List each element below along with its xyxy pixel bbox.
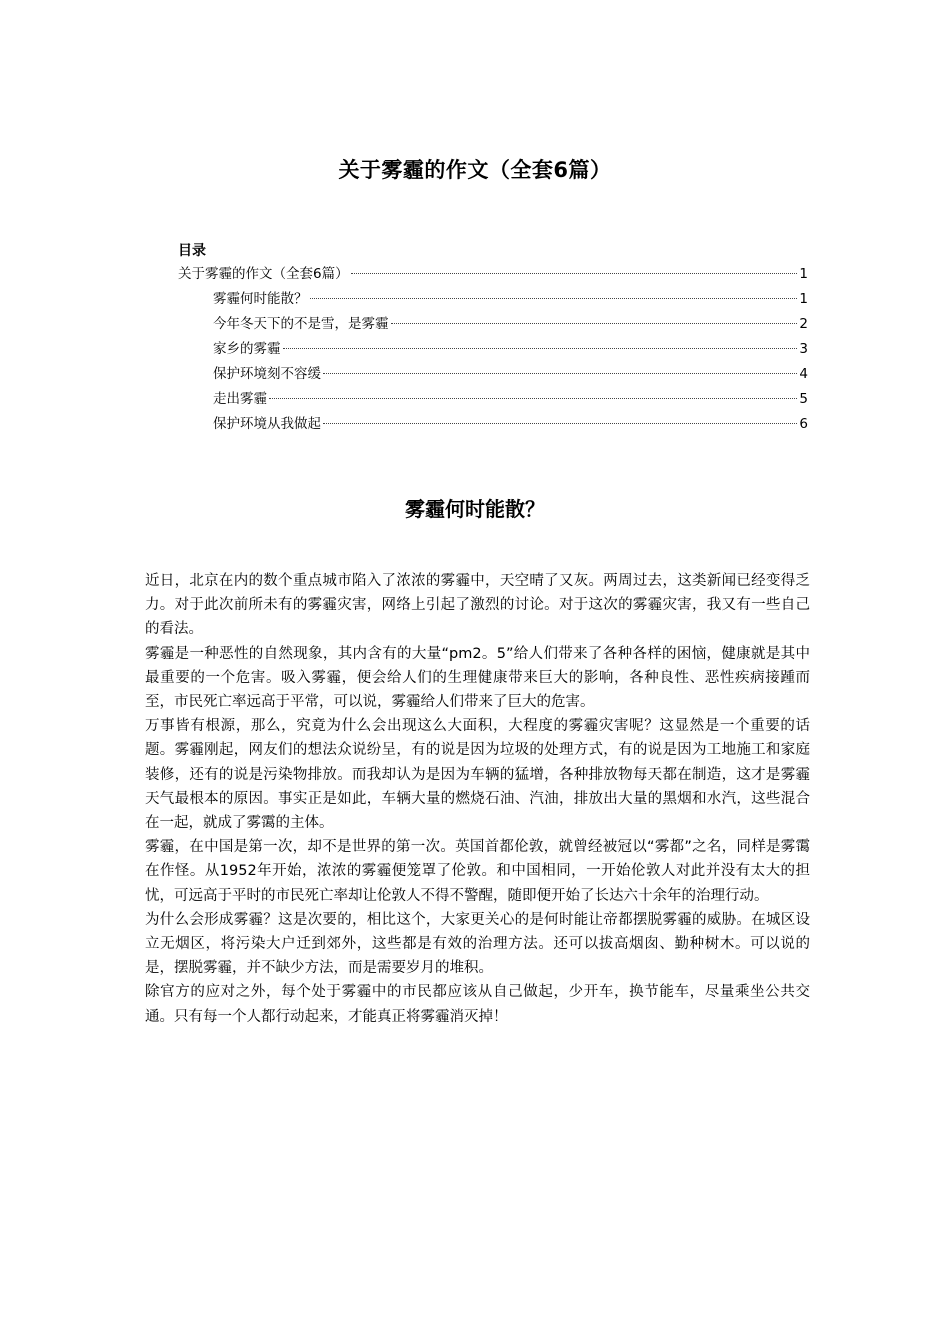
document-title: 关于雾霾的作文（全套6篇） xyxy=(338,158,612,182)
body-paragraph: 雾霾是一种恶性的自然现象，其内含有的大量“pm2。5”给人们带来了各种各样的困恼，健康就是其中最重要的一个危害。吸入雾霾，便会给人们的生理健康带来巨大的影响，各种良性、恶性疾病接踵而至，市民死亡率远高于平常，可以说，雾霾给人们带来了巨大的危害。 xyxy=(145,645,810,711)
toc-dot-leader xyxy=(323,423,797,424)
toc-entry-text: 保护环境从我做起 xyxy=(213,416,321,432)
toc-entry-text: 雾霾何时能散？ xyxy=(213,291,308,307)
toc-entry-text: 保护环境刻不容缓 xyxy=(213,366,321,382)
toc-entry-page: 2 xyxy=(799,316,808,332)
toc-dot-leader xyxy=(310,298,798,299)
toc-dot-leader xyxy=(323,373,797,374)
toc-entry-page: 6 xyxy=(799,416,808,432)
toc-entry-page: 1 xyxy=(799,291,808,307)
body-paragraph: 为什么会形成雾霾？这是次要的，相比这个，大家更关心的是何时能让帝都摆脱雾霾的威胁。在城区设立无烟区，将污染大户迁到郊外，这些都是有效的治理方法。还可以拔高烟囱、勤种树木。可以说的是，摆脱雾霾，并不缺少方法，而是需要岁月的堆积。 xyxy=(145,911,810,977)
body-paragraph: 雾霾，在中国是第一次，却不是世界的第一次。英国首都伦敦，就曾经被冠以“雾都”之名，同样是雾霭在作怪。从1952年开始，浓浓的雾霾便笼罩了伦敦。和中国相同，一开始伦敦人对此并没有太大的担忧，可远高于平时的市民死亡率却让伦敦人不得不警醒，随即便开始了长达六十余年的治理行动。 xyxy=(145,839,810,904)
body-paragraph: 除官方的应对之外，每个处于雾霾中的市民都应该从自己做起，少开车，换节能车，尽量乘坐公共交通。只有每一个人都行动起来，才能真正将雾霾消灭掉！ xyxy=(145,984,810,1025)
table-of-contents xyxy=(178,262,808,437)
toc-dot-leader xyxy=(391,323,798,324)
section-title: 雾霾何时能散？ xyxy=(405,497,545,521)
toc-entry-essay-1[interactable] xyxy=(178,287,808,312)
toc-entry-essay-6[interactable] xyxy=(178,412,808,437)
body-paragraph: 万事皆有根源，那么，究竟为什么会出现这么大面积，大程度的雾霾灾害呢？这显然是一个重要的话题。雾霾刚起，网友们的想法众说纷呈，有的说是因为垃圾的处理方式，有的说是因为工地施工和家庭装修，还有的说是污染物排放。而我却认为是因为车辆的猛增，各种排放物每天都在制造，这才是雾霾天气最根本的原因。事实正是如此，车辆大量的燃烧石油、汽油，排放出大量的黑烟和水汽，这些混合在一起，就成了雾霭的主体。 xyxy=(145,718,810,832)
toc-entry-essay-5[interactable] xyxy=(178,387,808,412)
toc-entry-page: 1 xyxy=(799,266,808,282)
toc-entry-page: 3 xyxy=(799,341,808,357)
toc-entry-text: 关于雾霾的作文（全套6篇） xyxy=(178,266,349,282)
toc-dot-leader xyxy=(283,348,798,349)
toc-dot-leader xyxy=(269,398,797,399)
toc-entry-text: 今年冬天下的不是雪，是雾霾 xyxy=(213,316,389,332)
toc-entry-essay-4[interactable] xyxy=(178,362,808,387)
toc-entry-essay-2[interactable] xyxy=(178,312,808,337)
section-body xyxy=(145,569,810,1029)
body-paragraph: 近日，北京在内的数个重点城市陷入了浓浓的雾霾中，天空晴了又灰。两周过去，这类新闻已经变得乏力。对于此次前所未有的雾霾灾害，网络上引起了激烈的讨论。对于这次的雾霾灾害，我又有一些自己的看法。 xyxy=(145,573,810,638)
toc-entry-text: 走出雾霾 xyxy=(213,391,267,407)
toc-entry-main[interactable] xyxy=(178,262,808,287)
toc-dot-leader xyxy=(351,273,798,274)
toc-entry-essay-3[interactable] xyxy=(178,337,808,362)
toc-heading: 目录 xyxy=(178,243,206,259)
toc-entry-text: 家乡的雾霾 xyxy=(213,341,281,357)
toc-entry-page: 5 xyxy=(799,391,808,407)
toc-entry-page: 4 xyxy=(799,366,808,382)
